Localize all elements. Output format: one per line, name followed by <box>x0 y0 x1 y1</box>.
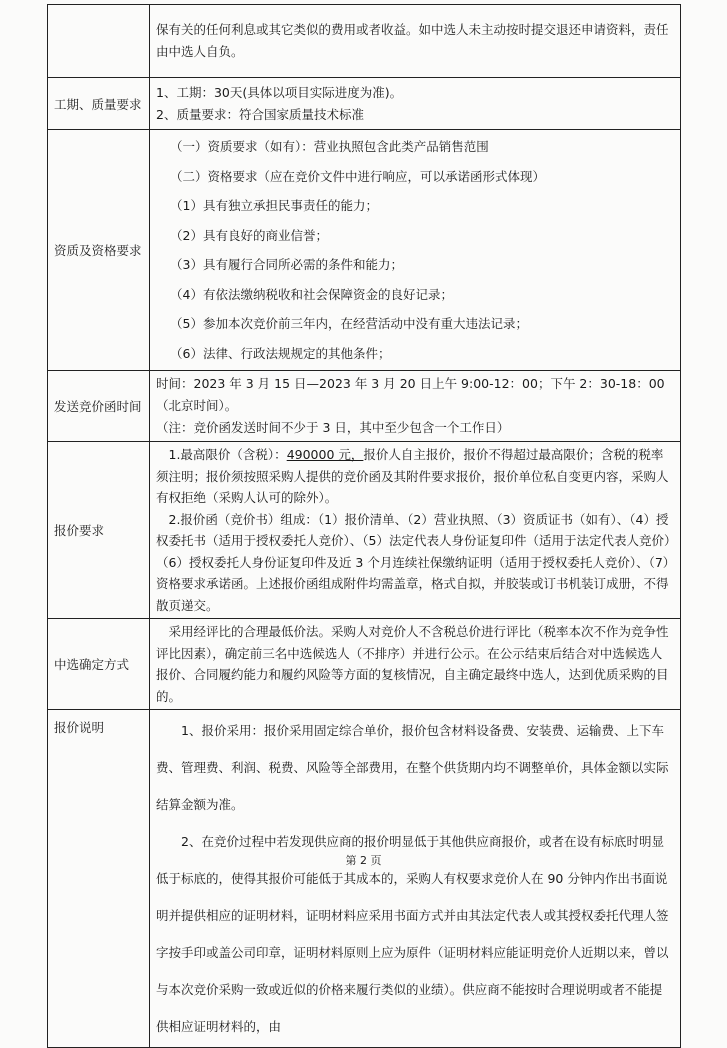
row-content <box>150 5 681 78</box>
text-line: （注：竞价函发送时间不少于 3 日，其中至少包含一个工作日） <box>156 420 510 435</box>
table-row <box>48 442 681 619</box>
text-line: 采用经评比的合理最低价法。采购人对竞价人不含税总价进行评比（税率本次不作为竞争性评比因素），确定前三名中选候选人（不排序）并进行公示。在公示结束后结合对中选候选人报价、合同履约能力和履约风险等方面的复核情况，自主确定最终中选人，达到优质采购的目的。 <box>156 624 669 704</box>
row-content <box>150 371 681 442</box>
row-content <box>150 442 681 619</box>
text-line: （4）有依法缴纳税收和社会保障资金的良好记录； <box>170 286 453 302</box>
row-content <box>150 130 681 371</box>
text-line: 保有关的任何利息或其它类似的费用或者收益。如中选人未主动按时提交退还申请资料，责任由中选人自负。 <box>156 22 669 59</box>
text-line: （二）资格要求（应在竞价文件中进行响应，可以承诺函形式体现） <box>170 168 546 184</box>
row-label: 报价说明 <box>48 710 150 1048</box>
text-line: （1）具有独立承担民事责任的能力； <box>170 198 378 213</box>
text-line: 1、报价采用：报价采用固定综合单价，报价包含材料设备费、安装费、运输费、上下车费、管理费、利润、税费、风险等全部费用，在整个供货期内均不调整单价，具体金额以实际结算金额为准。 <box>156 723 669 812</box>
text-line: （5）参加本次竞价前三年内，在经营活动中没有重大违法记录； <box>170 316 528 331</box>
text-line: 2、质量要求：符合国家质量技术标准 <box>156 106 364 122</box>
table-row <box>48 619 681 710</box>
table-row <box>48 5 681 78</box>
row-label: 资质及资格要求 <box>48 130 150 371</box>
text-line: 时间：2023 年 3 月 15 日—2023 年 3 月 20 日上午 9:00-12：00；下午 2：30-18：00（北京时间）。 <box>156 376 665 413</box>
row-content <box>150 78 681 130</box>
text-line: （2）具有良好的商业信誉； <box>170 227 328 243</box>
max-price: 490000 元， <box>286 447 364 462</box>
row-label: 工期、质量要求 <box>48 78 150 130</box>
text-line: （6）法律、行政法规规定的其他条件； <box>170 345 391 361</box>
text-line: （3）具有履行合同所必需的条件和能力； <box>170 257 403 272</box>
row-label: 中选确定方式 <box>48 619 150 710</box>
row-label <box>48 5 150 78</box>
row-label: 发送竞价函时间 <box>48 371 150 442</box>
requirements-table <box>47 4 681 1048</box>
text-line: 1、工期：30天(具体以项目实际进度为准)。 <box>156 84 403 100</box>
text-span: 报价人自主报价，报价不得超过最高限价；含税的税率须注明；报价须按照采购人提供的竞价函及其附件要求报价，报价单位私自变更内容，采购人有权拒绝（采购人认可的除外）。 <box>156 447 669 505</box>
page-number: 第 2 页 <box>345 854 382 867</box>
row-content <box>150 710 681 1048</box>
row-content <box>150 619 681 710</box>
table-row <box>48 710 681 1048</box>
table-row <box>48 78 681 130</box>
table-row <box>48 130 681 371</box>
text-span: 1.最高限价（含税）： <box>168 447 287 462</box>
row-label: 报价要求 <box>48 442 150 619</box>
text-line: 2、在竞价过程中若发现供应商的报价明显低于其他供应商报价，或者在设有标底时明显低于标底的，使得其报价可能低于其成本的，采购人有权要求竞价人在 90 分钟内作出书面说明并提供相应的证明材料，证明材料应采用书面方式并由其法定代表人或其授权委托代理人签字按手印或盖公司印章，证明材料原则上应为原件（证明材料应能证明竞价人近期以来，曾以与本次竞价采购一致或近似的价格来履行类似的业绩）。供应商不能按时合理说明或者不能提供相应证明材料的，由 <box>156 834 669 1034</box>
text-line: 2.报价函（竞价书）组成：（1）报价清单、（2）营业执照、（3）资质证书（如有）、（4）授权委托书（适用于授权委托人竞价）、（5）法定代表人身份证复印件（适用于法定代表人竞价）（6）授权委托人身份证复印件及近 3 个月连续社保缴纳证明（适用于授权委托人竞价）、（7）资格要求承诺函。上述报价函组成附件均需盖章，格式自拟，并胶装或订书机装订成册，不得散页递交。 <box>156 511 671 613</box>
text-line: （一）资质要求（如有）：营业执照包含此类产品销售范围 <box>170 139 489 154</box>
table-row <box>48 371 681 442</box>
